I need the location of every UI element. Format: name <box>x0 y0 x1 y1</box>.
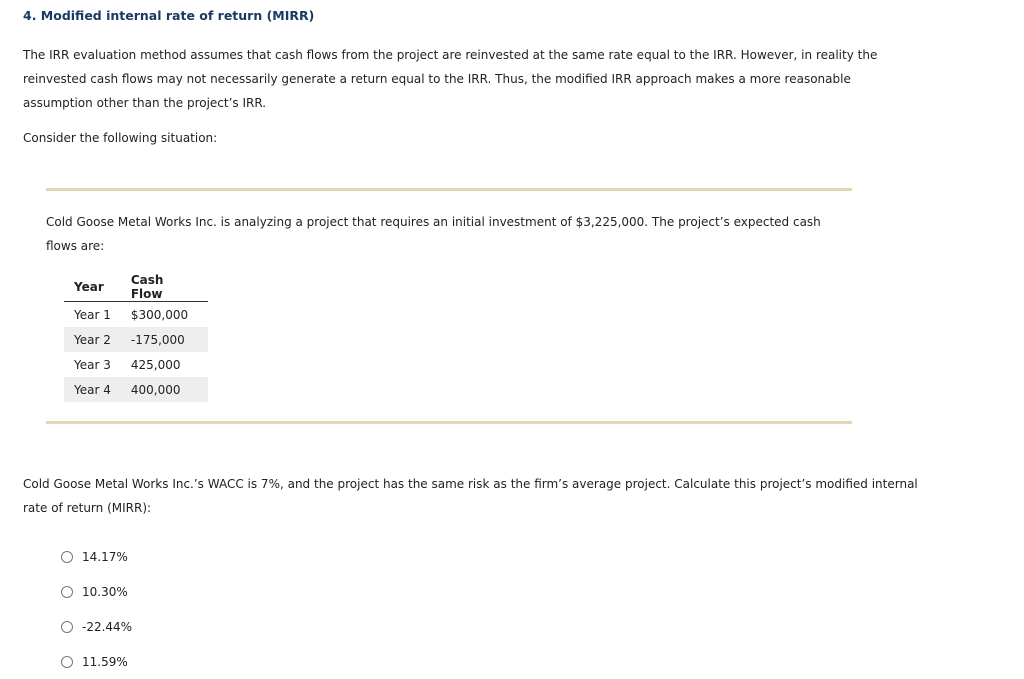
cell-year: Year 2 <box>64 327 121 352</box>
header-year: Year <box>64 273 121 302</box>
answer-option-4[interactable] <box>61 644 132 679</box>
bottom-divider <box>46 421 852 424</box>
answer-option-1[interactable] <box>61 539 132 574</box>
question-prompt: Cold Goose Metal Works Inc.’s WACC is 7%, and the project has the same risk as the firm’s average project. Calculate this project’s modified internal rate of return (MIRR): <box>23 477 918 515</box>
cell-cash-flow: 400,000 <box>121 377 208 402</box>
table-row <box>64 302 208 328</box>
table-row <box>64 377 208 402</box>
radio-button[interactable] <box>61 586 73 598</box>
table-row <box>64 327 208 352</box>
option-label: 11.59% <box>82 654 128 669</box>
consider-text: Consider the following situation: <box>23 131 218 145</box>
cash-flow-table <box>64 273 208 402</box>
option-label: 10.30% <box>82 584 128 599</box>
situation-paragraph: Cold Goose Metal Works Inc. is analyzing a project that requires an initial investment of $3,225,000. The project’s expected cash flows are: <box>46 215 821 253</box>
answer-options <box>61 539 132 679</box>
cell-cash-flow: 425,000 <box>130 357 181 372</box>
cell-cash-flow: $300,000 <box>130 307 189 322</box>
cell-year: Year 4 <box>64 377 121 402</box>
top-divider <box>46 188 852 191</box>
cell-year: Year 1 <box>74 307 111 322</box>
header-cash-flow: Cash Flow <box>121 273 208 302</box>
table-row <box>64 352 208 377</box>
table-header-row <box>64 273 208 302</box>
intro-paragraph: The IRR evaluation method assumes that cash flows from the project are reinvested at the same rate equal to the IRR. However, in reality the reinvested cash flows may not necessarily generate a return equal to the IRR. Thus, the modified IRR approach makes a more reasonable assumption other than the project’s IRR. <box>23 48 878 110</box>
radio-button[interactable] <box>61 621 73 633</box>
cell-cash-flow: -175,000 <box>121 327 208 352</box>
radio-button[interactable] <box>61 551 73 563</box>
answer-option-2[interactable] <box>61 574 132 609</box>
option-label: 14.17% <box>82 549 128 564</box>
answer-option-3[interactable] <box>61 609 132 644</box>
option-label: -22.44% <box>82 619 133 634</box>
radio-button[interactable] <box>61 656 73 668</box>
cell-year: Year 3 <box>74 357 111 372</box>
question-title: 4. Modified internal rate of return (MIRR) <box>23 8 315 23</box>
